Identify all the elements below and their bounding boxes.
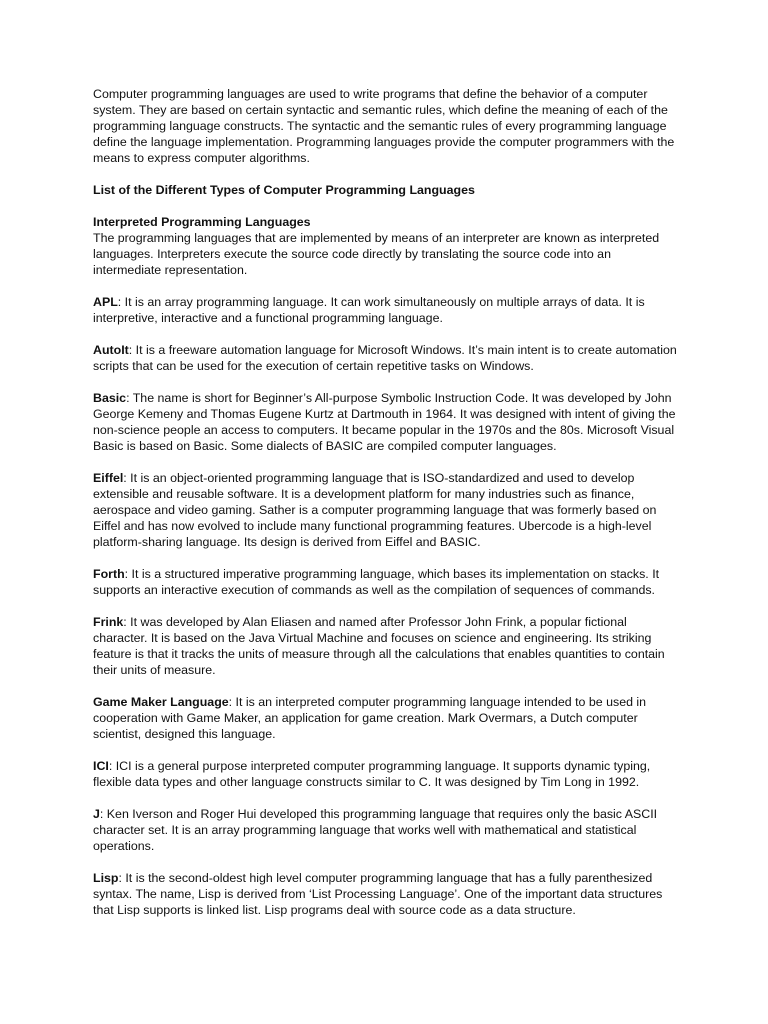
entry-text: : It is an object-oriented programming language that is ISO-standardized and used to develop extensible and reusable software. It is a development platform for many industries such as finance, aerospace and video gaming. Sather is a computer programming language that was formerly based on Eiffel and has now evolved to include many functional programming features. Ubercode is a high-level platform-sharing language. Its design is derived from Eiffel and BASIC.: [93, 471, 657, 549]
entry-term: Eiffel: [93, 471, 124, 485]
entry-text: : It was developed by Alan Eliasen and named after Professor John Frink, a popular fictional character. It is based on the Java Virtual Machine and focuses on science and engineering. Its striking feature is that it tracks the units of measure through all the calculations that enables quantities to contain their units of measure.: [93, 615, 665, 677]
entry-forth: [93, 566, 678, 598]
entry-autoit: [93, 342, 678, 374]
entry-apl: [93, 294, 678, 326]
entry-basic: [93, 390, 678, 454]
entry-text: : It is an interpreted computer programming language intended to be used in cooperation with Game Maker, an application for game creation. Mark Overmars, a Dutch computer scientist, designed this language.: [93, 695, 647, 741]
entry-text: : Ken Iverson and Roger Hui developed this programming language that requires only the basic ASCII character set. It is an array programming language that works well with mathematical and statistical operations.: [93, 807, 658, 853]
section-interpreted: [93, 214, 678, 278]
entry-term: APL: [93, 295, 118, 309]
entry-term: ICI: [93, 759, 109, 773]
list-heading: List of the Different Types of Computer Programming Languages: [93, 183, 475, 197]
entry-text: : The name is short for Beginner’s All-purpose Symbolic Instruction Code. It was developed by John George Kemeny and Thomas Eugene Kurtz at Dartmouth in 1964. It was designed with intent of giving the non-science people an access to computers. It became popular in the 1970s and the 80s. Microsoft Visual Basic is based on Basic. Some dialects of BASIC are compiled computer languages.: [93, 391, 676, 453]
entry-j: [93, 806, 678, 854]
entry-text: : It is a freeware automation language for Microsoft Windows. It’s main intent is to create automation scripts that can be used for the execution of certain repetitive tasks on Windows.: [93, 343, 677, 373]
document-page: [93, 86, 678, 934]
entry-text: : It is the second-oldest high level computer programming language that has a fully parenthesized syntax. The name, Lisp is derived from ‘List Processing Language’. One of the important data structures that Lisp supports is linked list. Lisp programs deal with source code as a data structure.: [93, 871, 663, 917]
entry-eiffel: [93, 470, 678, 550]
entry-term: Lisp: [93, 871, 119, 885]
entry-term: AutoIt: [93, 343, 129, 357]
entry-frink: [93, 614, 678, 678]
intro-paragraph: Computer programming languages are used to write programs that define the behavior of a computer system. They are based on certain syntactic and semantic rules, which define the meaning of each of the programming language constructs. The syntactic and the semantic rules of every programming language define the language implementation. Programming languages provide the computer programmers with the means to express computer algorithms.: [93, 87, 675, 165]
entry-term: Frink: [93, 615, 124, 629]
entry-ici: [93, 758, 678, 790]
entry-lisp: [93, 870, 678, 918]
entry-term: Forth: [93, 567, 125, 581]
section-title: Interpreted Programming Languages: [93, 215, 311, 229]
entry-text: : ICI is a general purpose interpreted computer programming language. It supports dynamic typing, flexible data types and other language constructs similar to C. It was designed by Tim Long in 1992.: [93, 759, 651, 789]
entry-game-maker-language: [93, 694, 678, 742]
section-description: The programming languages that are implemented by means of an interpreter are known as interpreted languages. Interpreters execute the source code directly by translating the source code into an intermediate representation.: [93, 231, 660, 277]
entry-text: : It is an array programming language. It can work simultaneously on multiple arrays of data. It is interpretive, interactive and a functional programming language.: [93, 295, 645, 325]
entry-text: : It is a structured imperative programming language, which bases its implementation on stacks. It supports an interactive execution of commands as well as the compilation of sequences of commands.: [93, 567, 660, 597]
entry-term: Game Maker Language: [93, 695, 229, 709]
entry-term: Basic: [93, 391, 127, 405]
entry-term: J: [93, 807, 100, 821]
